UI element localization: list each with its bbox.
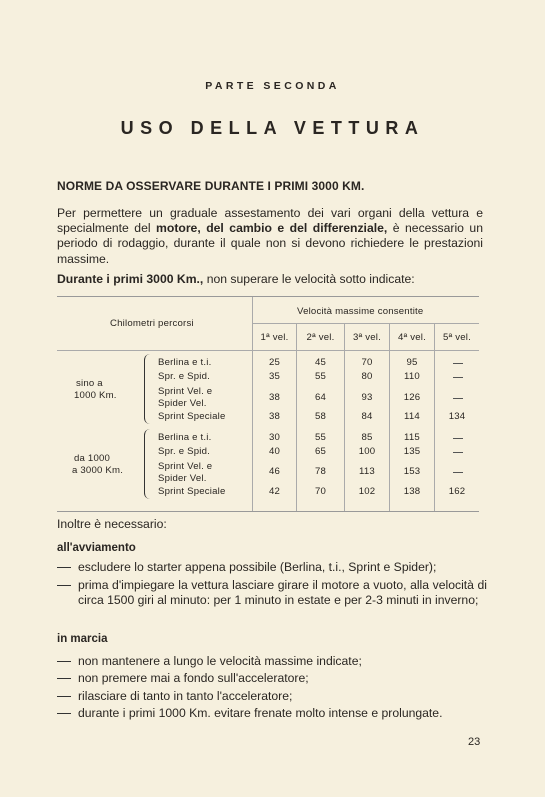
table-cell: 138: [403, 486, 421, 497]
table-header-rule: [57, 350, 479, 351]
list-item-text: rilasciare di tanto in tanto l'acceleratore;: [78, 689, 293, 703]
table-cell: 84: [361, 411, 373, 422]
model-label: Spider Vel.: [158, 473, 207, 484]
brace: [144, 429, 150, 499]
table-cell: 30: [268, 432, 281, 443]
table-divider: [252, 297, 253, 511]
page-number: 23: [468, 736, 481, 748]
model-label: Sprint Vel. e: [158, 461, 213, 472]
table-cell: 25: [268, 357, 281, 368]
gear-header: 1ª vel.: [260, 332, 289, 343]
table-cell: 58: [314, 411, 327, 422]
km-range-line: da 1000: [74, 453, 111, 464]
dash-bullet: [57, 678, 71, 679]
table-cell: 65: [314, 446, 327, 457]
subsection-title: in marcia: [57, 633, 108, 645]
table-cell: 114: [404, 411, 420, 422]
lead-rest: non superare le velocità sotto indicate:: [203, 272, 415, 286]
gear-header: 5ª vel.: [443, 332, 471, 343]
table-cell: 153: [403, 466, 421, 477]
intro-paragraph: [57, 206, 483, 267]
dash-bullet: [57, 661, 71, 662]
gear-header: 4ª vel.: [398, 332, 426, 343]
km-range-line: sino a: [76, 378, 103, 389]
table-cell: 134: [448, 411, 466, 422]
column-header-km: Chilometri percorsi: [110, 318, 194, 329]
model-label: Sprint Speciale: [158, 411, 226, 422]
km-range-line: a 3000 Km.: [72, 465, 124, 476]
subsection-title: all'avviamento: [57, 542, 136, 554]
inoltre-text: Inoltre è necessario:: [57, 517, 167, 531]
page-title: USO DELLA VETTURA: [120, 118, 425, 138]
table-cell: 42: [268, 486, 281, 497]
model-label: Spider Vel.: [158, 398, 207, 409]
list-item-text: escludere lo starter appena possibile (Berlina, t.i., Sprint e Spider);: [78, 560, 437, 574]
list-item: [57, 654, 487, 669]
empty-cell-dash: [453, 472, 463, 473]
model-label: Spr. e Spid.: [158, 371, 210, 382]
table-cell: 46: [268, 466, 281, 477]
table-cell: 78: [314, 466, 327, 477]
dash-bullet: [57, 713, 71, 714]
table-cell: 113: [359, 466, 375, 477]
km-range-line: 1000 Km.: [74, 390, 117, 401]
table-cell: 85: [361, 432, 373, 443]
intro-text-1: Per permettere un graduale assestamento dei vari organi della vettura e specialmente del: [57, 206, 483, 236]
list-item: [57, 689, 487, 704]
dash-bullet: [57, 567, 71, 568]
table-subheader-rule: [252, 323, 479, 324]
table-cell: 40: [268, 446, 281, 457]
list-item-text: durante i primi 1000 Km. evitare frenate molto intense e prolungate.: [78, 706, 443, 720]
list-item-text: non premere mai a fondo sull'acceleratore;: [78, 671, 309, 685]
table-cell: 45: [314, 357, 327, 368]
empty-cell-dash: [453, 398, 463, 399]
table-cell: 70: [361, 357, 373, 368]
table-cell: 100: [358, 446, 376, 457]
column-group-header: Velocità massime consentite: [297, 306, 424, 317]
table-cell: 35: [268, 371, 281, 382]
list-item-text: non mantenere a lungo le velocità massime indicate;: [78, 654, 362, 668]
table-cell: 80: [361, 371, 373, 382]
table-cell: 95: [406, 357, 418, 368]
dash-bullet: [57, 696, 71, 697]
intro-bold: motore, del cambio e del differenziale,: [156, 221, 388, 236]
model-label: Berlina e t.i.: [158, 432, 212, 443]
dash-bullet: [57, 585, 71, 586]
table-cell: 135: [403, 446, 421, 457]
list-item: [57, 560, 487, 575]
table-cell: 126: [403, 392, 421, 403]
table-cell: 93: [361, 392, 373, 403]
table-cell: 38: [268, 392, 281, 403]
list-item-text: prima d'impiegare la vettura lasciare girare il motore a vuoto, alla velocità di circa 1500 giri al minuto: per 1 minuto in estate e per 2-3 minuti in inverno;: [78, 578, 487, 608]
model-label: Berlina e t.i.: [158, 357, 212, 368]
speed-limits-table: [57, 296, 479, 512]
empty-cell-dash: [453, 438, 463, 439]
table-cell: 38: [268, 411, 281, 422]
table-lead: [57, 272, 487, 287]
model-label: Spr. e Spid.: [158, 446, 210, 457]
table-cell: 55: [314, 432, 327, 443]
empty-cell-dash: [453, 377, 463, 378]
table-cell: 70: [314, 486, 327, 497]
empty-cell-dash: [453, 363, 463, 364]
lead-bold: Durante i primi 3000 Km.,: [57, 272, 204, 286]
model-label: Sprint Vel. e: [158, 386, 213, 397]
list-item: [57, 671, 487, 686]
table-cell: 110: [404, 371, 420, 382]
table-cell: 115: [404, 432, 420, 443]
list-item: [57, 578, 487, 609]
part-label: PARTE SECONDA: [205, 80, 340, 92]
gear-header: 3ª vel.: [353, 332, 381, 343]
empty-cell-dash: [453, 452, 463, 453]
model-label: Sprint Speciale: [158, 486, 226, 497]
list-item: [57, 706, 487, 721]
section-heading: NORME DA OSSERVARE DURANTE I PRIMI 3000 KM.: [57, 179, 365, 193]
brace: [144, 354, 150, 424]
table-cell: 102: [358, 486, 376, 497]
gear-header: 2ª vel.: [306, 332, 335, 343]
table-cell: 162: [448, 486, 466, 497]
intro-text-2: è necessario un periodo di rodaggio, durante il quale non si devono richiedere le prestazioni massime.: [57, 221, 483, 266]
table-cell: 64: [314, 392, 327, 403]
table-cell: 55: [314, 371, 327, 382]
